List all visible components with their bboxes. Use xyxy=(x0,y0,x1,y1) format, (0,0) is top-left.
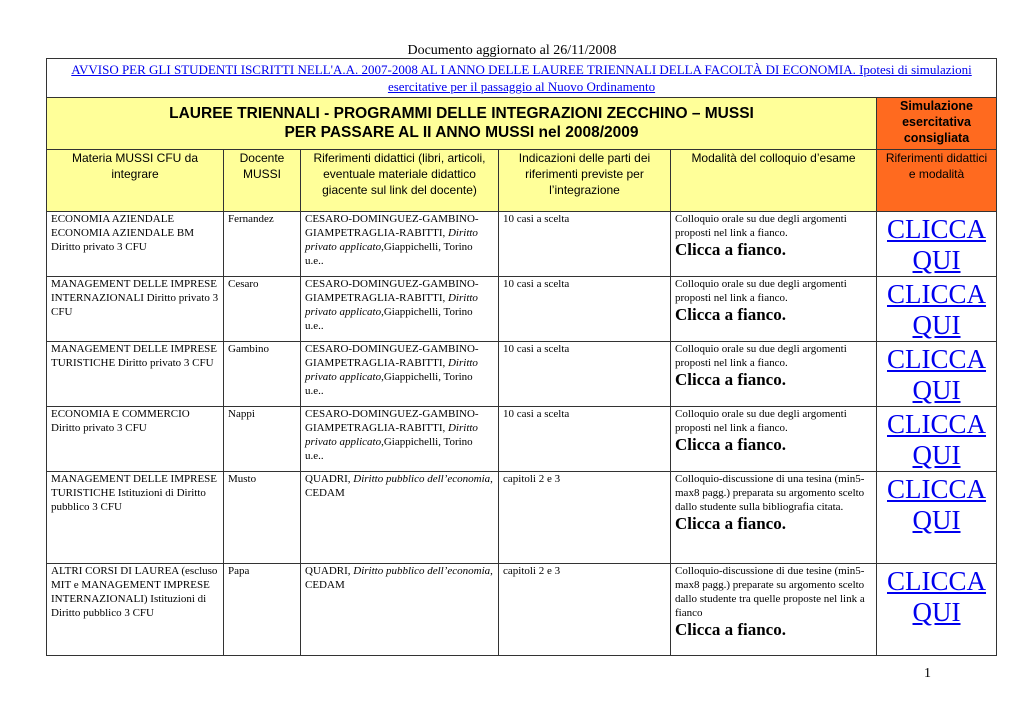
modalita-text: Colloquio orale su due degli argomenti proposti nel link a fianco. xyxy=(675,408,847,434)
rif-publisher: ,Giappichelli, Torino u.e.. xyxy=(305,241,473,267)
cell-link xyxy=(877,212,997,277)
col-riferimenti: Riferimenti didattici (libri, articoli, eventuale materiale didattico giacente sul link del docente) xyxy=(301,150,499,212)
clicca-fianco-text: Clicca a fianco. xyxy=(675,370,786,389)
cell-docente: Gambino xyxy=(224,342,301,407)
modalita-text: Colloquio orale su due degli argomenti proposti nel link a fianco. xyxy=(675,278,847,304)
cell-link xyxy=(877,472,997,564)
table-row xyxy=(47,407,997,472)
cell-materia: MANAGEMENT DELLE IMPRESE TURISTICHE Diritto privato 3 CFU xyxy=(47,342,224,407)
notice-link[interactable]: AVVISO PER GLI STUDENTI ISCRITTI NELL'A.A. 2007-2008 AL I ANNO DELLE LAUREE TRIENNALI DELLA FACOLTÀ DI ECONOMIA. Ipotesi di simulazioni esercitative per il passaggio al Nuovo Ordinamento xyxy=(71,62,972,94)
cell-materia: ALTRI CORSI DI LAUREA (escluso MIT e MANAGEMENT IMPRESE INTERNAZIONALI) Istituzioni di Diritto pubblico 3 CFU xyxy=(47,564,224,656)
cell-docente: Papa xyxy=(224,564,301,656)
clicca-fianco-text: Clicca a fianco. xyxy=(675,514,786,533)
rif-book-title: Diritto privato applicato xyxy=(305,292,478,318)
cell-indicazioni: capitoli 2 e 3 xyxy=(499,564,671,656)
col-materia: Materia MUSSI CFU da integrare xyxy=(47,150,224,212)
cell-riferimenti xyxy=(301,277,499,342)
cell-materia: MANAGEMENT DELLE IMPRESE TURISTICHE Istituzioni di Diritto pubblico 3 CFU xyxy=(47,472,224,564)
table-row xyxy=(47,277,997,342)
rif-book-title: Diritto privato applicato xyxy=(305,227,478,253)
rif-publisher: , CEDAM xyxy=(305,565,493,591)
col-indicazioni: Indicazioni delle parti dei riferimenti previste per l’integrazione xyxy=(499,150,671,212)
cell-link xyxy=(877,277,997,342)
simulation-label: Simulazione esercitativa consigliata xyxy=(877,98,997,150)
clicca-qui-link[interactable]: CLICCA QUI xyxy=(887,566,987,627)
cell-modalita xyxy=(671,472,877,564)
table-row xyxy=(47,564,997,656)
col-modalita: Modalità del colloquio d’esame xyxy=(671,150,877,212)
title-line-1: LAUREE TRIENNALI - PROGRAMMI DELLE INTEGRAZIONI ZECCHINO – MUSSI xyxy=(169,105,754,122)
cell-modalita xyxy=(671,407,877,472)
rif-publisher: ,Giappichelli, Torino u.e.. xyxy=(305,371,473,397)
cell-riferimenti xyxy=(301,564,499,656)
rif-authors: CESARO-DOMINGUEZ-GAMBINO-GIAMPETRAGLIA-RABITTI, xyxy=(305,213,479,239)
clicca-fianco-text: Clicca a fianco. xyxy=(675,620,786,639)
rif-authors: CESARO-DOMINGUEZ-GAMBINO-GIAMPETRAGLIA-RABITTI, xyxy=(305,408,479,434)
modalita-text: Colloquio orale su due degli argomenti proposti nel link a fianco. xyxy=(675,343,847,369)
clicca-qui-link[interactable]: CLICCA QUI xyxy=(887,474,987,535)
cell-docente: Nappi xyxy=(224,407,301,472)
cell-link xyxy=(877,564,997,656)
rif-authors: CESARO-DOMINGUEZ-GAMBINO-GIAMPETRAGLIA-RABITTI, xyxy=(305,343,479,369)
modalita-text: Colloquio orale su due degli argomenti proposti nel link a fianco. xyxy=(675,213,847,239)
rif-book-title: Diritto privato applicato xyxy=(305,422,478,448)
cell-indicazioni: 10 casi a scelta xyxy=(499,277,671,342)
clicca-qui-link[interactable]: CLICCA QUI xyxy=(887,279,987,340)
table-row xyxy=(47,472,997,564)
clicca-qui-link[interactable]: CLICCA QUI xyxy=(887,344,987,405)
page-number: 1 xyxy=(924,666,931,681)
cell-link xyxy=(877,342,997,407)
rif-authors: QUADRI, xyxy=(305,473,351,485)
rif-publisher: ,Giappichelli, Torino u.e.. xyxy=(305,436,473,462)
document-date: Documento aggiornato al 26/11/2008 xyxy=(407,43,617,58)
modalita-text: Colloquio-discussione di due tesine (min5-max8 pagg.) preparate su argomento scelto dallo studente tra quelle proposte nel link a fianco xyxy=(675,565,865,619)
cell-materia: ECONOMIA AZIENDALE ECONOMIA AZIENDALE BM Diritto privato 3 CFU xyxy=(47,212,224,277)
cell-indicazioni: capitoli 2 e 3 xyxy=(499,472,671,564)
title-row xyxy=(47,98,997,150)
cell-link xyxy=(877,407,997,472)
rif-book-title: Diritto pubblico dell’economia xyxy=(353,565,491,577)
cell-riferimenti xyxy=(301,212,499,277)
cell-materia: ECONOMIA E COMMERCIO Diritto privato 3 CFU xyxy=(47,407,224,472)
rif-publisher: , CEDAM xyxy=(305,473,493,499)
cell-docente: Cesaro xyxy=(224,277,301,342)
page-title xyxy=(47,98,877,150)
programs-table xyxy=(46,58,997,656)
cell-riferimenti xyxy=(301,472,499,564)
cell-riferimenti xyxy=(301,407,499,472)
cell-riferimenti xyxy=(301,342,499,407)
modalita-text: Colloquio-discussione di una tesina (min5-max8 pagg.) preparata su argomento scelto dallo studente sulla bibliografia citata. xyxy=(675,473,865,513)
notice-row xyxy=(47,59,997,98)
clicca-fianco-text: Clicca a fianco. xyxy=(675,305,786,324)
col-docente: Docente MUSSI xyxy=(224,150,301,212)
cell-indicazioni: 10 casi a scelta xyxy=(499,212,671,277)
table-row xyxy=(47,342,997,407)
clicca-qui-link[interactable]: CLICCA QUI xyxy=(887,214,987,275)
rif-publisher: ,Giappichelli, Torino u.e.. xyxy=(305,306,473,332)
clicca-fianco-text: Clicca a fianco. xyxy=(675,240,786,259)
col-riferimenti-modalita: Riferimenti didattici e modalità xyxy=(877,150,997,212)
cell-modalita xyxy=(671,212,877,277)
clicca-fianco-text: Clicca a fianco. xyxy=(675,435,786,454)
cell-modalita xyxy=(671,342,877,407)
rif-authors: QUADRI, xyxy=(305,565,351,577)
title-line-2: PER PASSARE AL II ANNO MUSSI nel 2008/2009 xyxy=(284,124,639,141)
rif-book-title: Diritto privato applicato xyxy=(305,357,478,383)
cell-materia: MANAGEMENT DELLE IMPRESE INTERNAZIONALI Diritto privato 3 CFU xyxy=(47,277,224,342)
cell-modalita xyxy=(671,277,877,342)
column-header-row xyxy=(47,150,997,212)
rif-book-title: Diritto pubblico dell’economia xyxy=(353,473,491,485)
cell-docente: Musto xyxy=(224,472,301,564)
cell-indicazioni: 10 casi a scelta xyxy=(499,407,671,472)
table-row xyxy=(47,212,997,277)
cell-indicazioni: 10 casi a scelta xyxy=(499,342,671,407)
cell-modalita xyxy=(671,564,877,656)
cell-docente: Fernandez xyxy=(224,212,301,277)
rif-authors: CESARO-DOMINGUEZ-GAMBINO-GIAMPETRAGLIA-RABITTI, xyxy=(305,278,479,304)
clicca-qui-link[interactable]: CLICCA QUI xyxy=(887,409,987,470)
